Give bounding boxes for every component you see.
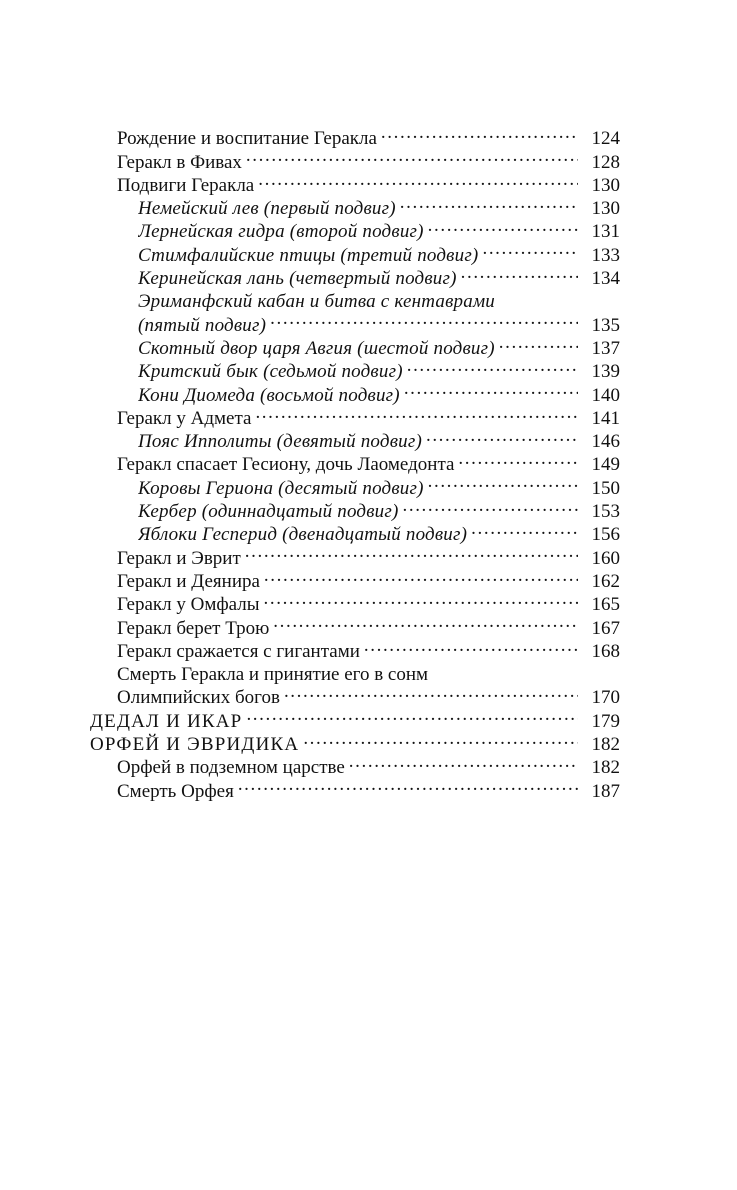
dot-leader xyxy=(461,261,578,284)
toc-entry-title: Немейский лев (первый подвиг) xyxy=(138,198,396,220)
toc-entry-page: 182 xyxy=(591,734,620,756)
dot-leader xyxy=(255,401,578,424)
dot-leader xyxy=(403,494,579,517)
toc-entry-title: Геракл спасает Гесиону, дочь Лаомедонта xyxy=(117,454,455,476)
dot-leader xyxy=(499,284,578,307)
toc-entry-title: Геракл и Эврит xyxy=(117,547,241,569)
toc-entry xyxy=(0,261,737,290)
toc-entry xyxy=(0,307,737,336)
toc-entry-page: 130 xyxy=(591,174,620,196)
dot-leader xyxy=(432,657,578,680)
toc-entry-page: 182 xyxy=(591,757,620,779)
toc-entry-title: Геракл и Деянира xyxy=(117,570,260,592)
toc-entry-page: 187 xyxy=(591,780,620,802)
dot-leader xyxy=(428,470,578,493)
toc-entry-title: ОРФЕЙ И ЭВРИДИКА xyxy=(90,734,300,756)
toc-entry xyxy=(0,121,737,150)
toc-entry xyxy=(0,168,737,196)
toc-entry xyxy=(0,401,737,429)
dot-leader xyxy=(381,121,578,144)
toc-entry-page: 153 xyxy=(591,501,620,523)
toc-entry-page: 165 xyxy=(591,594,620,616)
dot-leader xyxy=(471,517,578,540)
dot-leader xyxy=(264,564,578,587)
toc-entry-title: Коровы Гериона (десятый подвиг) xyxy=(138,477,424,499)
dot-leader xyxy=(482,237,578,260)
toc-entry xyxy=(0,587,737,616)
dot-leader xyxy=(238,773,578,796)
toc-entry-page: 135 xyxy=(591,314,620,336)
toc-entry xyxy=(0,447,737,476)
toc-entry xyxy=(0,680,737,709)
toc-entry xyxy=(0,354,737,383)
toc-entry xyxy=(0,424,737,453)
toc-entry xyxy=(0,610,737,639)
toc-entry-title: Лернейская гидра (второй подвиг) xyxy=(138,221,424,243)
toc-entry-title: ДЕДАЛ И ИКАР xyxy=(90,710,243,732)
toc-entry-title: Геракл у Адмета xyxy=(117,407,252,429)
toc-entry-page: 134 xyxy=(591,268,620,290)
toc-entry-page: 137 xyxy=(591,337,620,359)
toc-entry xyxy=(0,773,737,802)
toc-entry-page: 156 xyxy=(591,524,620,546)
toc-entry xyxy=(0,237,737,266)
dot-leader xyxy=(258,168,578,191)
dot-leader xyxy=(284,680,578,703)
toc-entry-title: Кони Диомеда (восьмой подвиг) xyxy=(138,384,400,406)
toc-entry xyxy=(0,214,737,243)
toc-entry-page: 139 xyxy=(591,361,620,383)
toc-section-heading xyxy=(0,703,737,732)
dot-leader xyxy=(246,144,578,167)
toc-entry-page: 162 xyxy=(591,570,620,592)
toc-entry-page: 133 xyxy=(591,244,620,266)
toc-entry-page: 170 xyxy=(591,687,620,709)
toc-section-heading xyxy=(0,727,737,756)
toc-entry xyxy=(0,657,737,686)
dot-leader xyxy=(426,424,578,447)
toc-entry-page: 167 xyxy=(591,617,620,639)
toc-entry-title: Кербер (одиннадцатый подвиг) xyxy=(138,501,399,523)
toc-entry-title: Керинейская лань (четвертый подвиг) xyxy=(138,268,457,290)
toc-entry-title: Стимфалийские птицы (третий подвиг) xyxy=(138,244,479,266)
toc-entry-page: 160 xyxy=(591,547,620,569)
toc-entry-title: Геракл в Фивах xyxy=(117,151,242,173)
toc-entry-title: Критский бык (седьмой подвиг) xyxy=(138,361,403,383)
toc-entry-page: 168 xyxy=(591,640,620,662)
toc-entry xyxy=(0,377,737,406)
toc-entry-page: 150 xyxy=(591,477,620,499)
toc-entry xyxy=(0,494,737,523)
dot-leader xyxy=(270,307,578,330)
toc-entry-page: 146 xyxy=(591,431,620,453)
dot-leader xyxy=(303,727,578,750)
dot-leader xyxy=(364,634,578,657)
dot-leader xyxy=(246,703,578,726)
toc-entry-page: 128 xyxy=(591,151,620,173)
dot-leader xyxy=(458,447,578,470)
toc-entry-title: Рождение и воспитание Геракла xyxy=(117,128,377,150)
dot-leader xyxy=(428,214,578,237)
dot-leader xyxy=(273,610,578,633)
toc-entry xyxy=(0,634,737,662)
toc-entry xyxy=(0,517,737,546)
toc-entry xyxy=(0,470,737,499)
toc-entry-page: 124 xyxy=(591,128,620,150)
toc-entry xyxy=(0,331,737,359)
toc-entry-title: Геракл берет Трою xyxy=(117,617,270,639)
toc-entry-page: 179 xyxy=(591,710,620,732)
dot-leader xyxy=(404,377,578,400)
dot-leader xyxy=(400,191,578,214)
toc-entry-title: (пятый подвиг) xyxy=(138,314,267,336)
toc-entry-page: 141 xyxy=(591,407,620,429)
toc-entry-title: Эриманфский кабан и битва с кентаврами xyxy=(138,291,495,313)
toc-entry-page: 140 xyxy=(591,384,620,406)
dot-leader xyxy=(499,331,578,354)
toc-entry-title: Геракл сражается с гигантами xyxy=(117,640,360,662)
table-of-contents xyxy=(0,121,737,802)
dot-leader xyxy=(407,354,578,377)
toc-entry-title: Геракл у Омфалы xyxy=(117,594,260,616)
toc-entry-title: Олимпийских богов xyxy=(117,687,280,709)
toc-entry-title: Яблоки Гесперид (двенадцатый подвиг) xyxy=(138,524,468,546)
toc-entry-title: Пояс Ипполиты (девятый подвиг) xyxy=(138,431,422,453)
toc-entry xyxy=(0,750,737,779)
toc-entry-title: Смерть Геракла и принятие его в сонм xyxy=(117,664,429,686)
toc-entry xyxy=(0,284,737,313)
toc-entry xyxy=(0,144,737,173)
toc-entry xyxy=(0,191,737,220)
toc-entry-title: Подвиги Геракла xyxy=(117,174,255,196)
toc-entry-title: Смерть Орфея xyxy=(117,780,234,802)
toc-entry xyxy=(0,540,737,569)
dot-leader xyxy=(349,750,578,773)
toc-entry-page: 149 xyxy=(591,454,620,476)
toc-entry xyxy=(0,564,737,592)
dot-leader xyxy=(264,587,578,610)
toc-entry-page: 131 xyxy=(591,221,620,243)
dot-leader xyxy=(245,540,578,563)
toc-entry-page: 130 xyxy=(591,198,620,220)
toc-entry-title: Скотный двор царя Авгия (шестой подвиг) xyxy=(138,337,495,359)
toc-entry-title: Орфей в подземном царстве xyxy=(117,757,345,779)
